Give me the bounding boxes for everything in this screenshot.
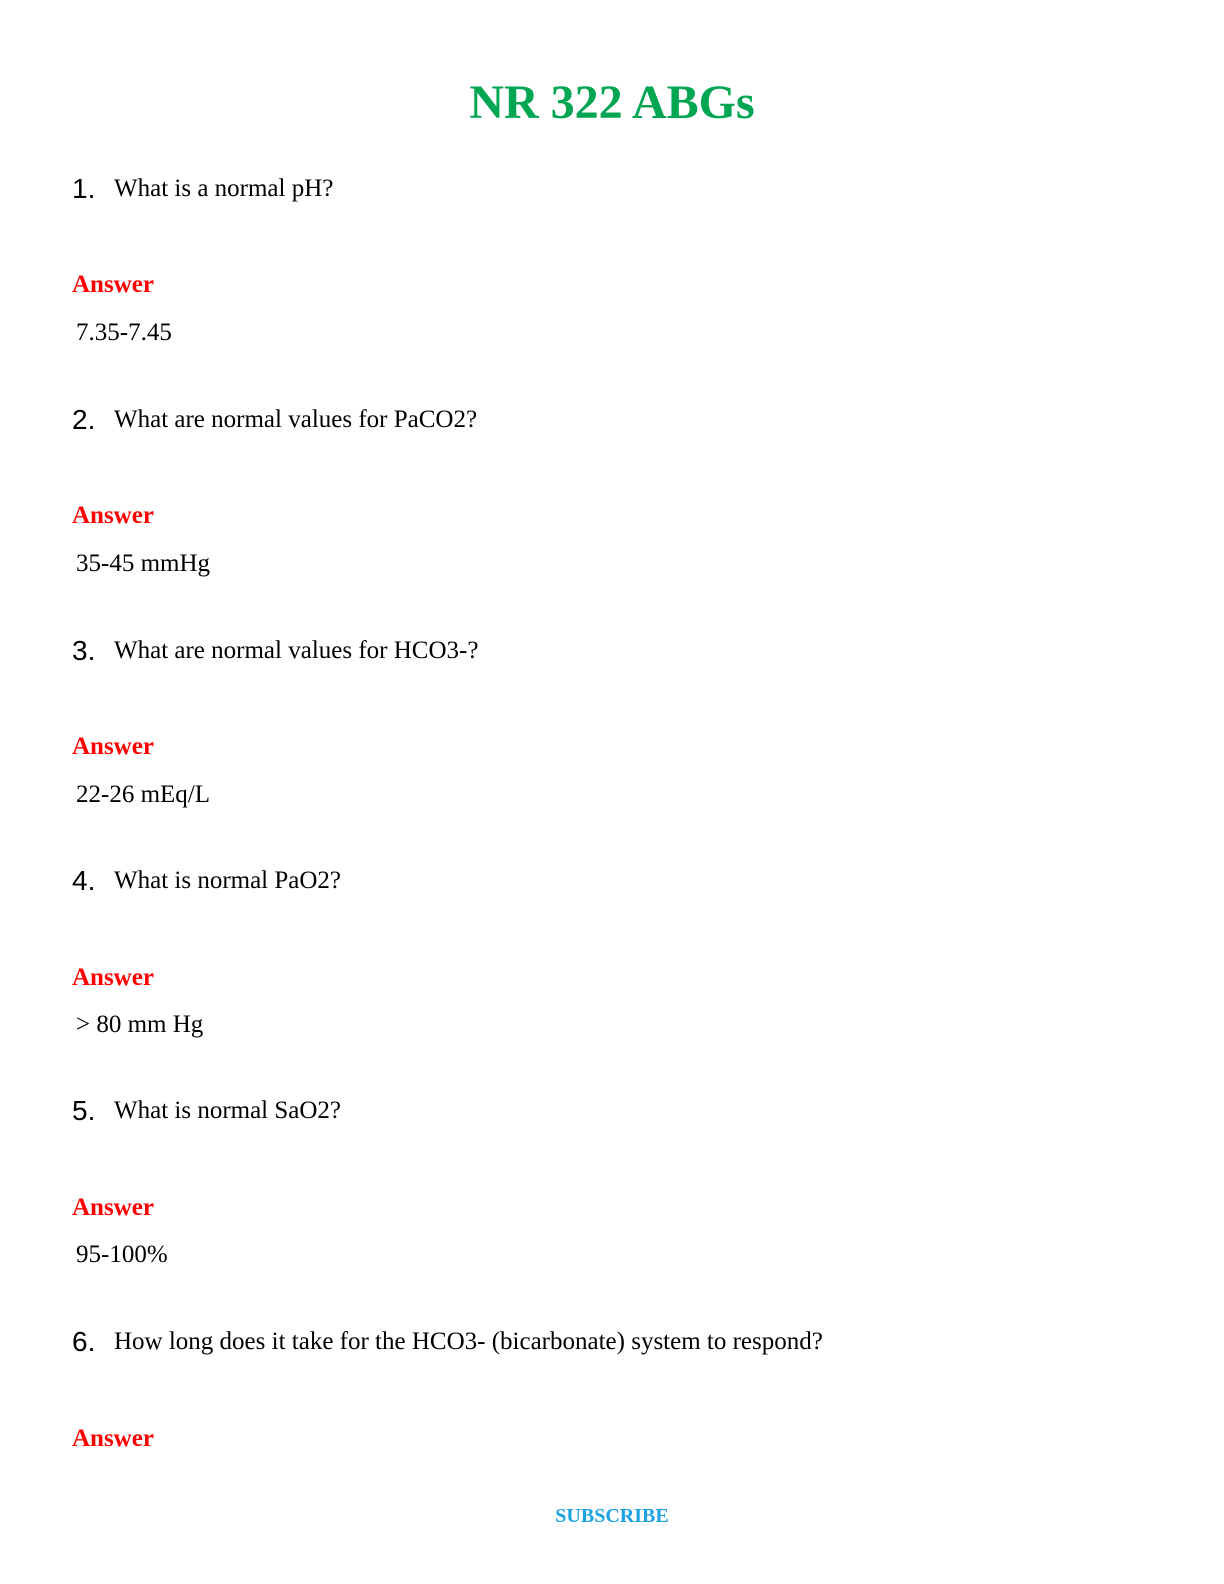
- question-number: 4.: [72, 865, 96, 896]
- question-text: What is normal PaO2?: [114, 867, 342, 894]
- question-text: What are normal values for HCO3-?: [114, 637, 479, 664]
- answer-label: Answer: [72, 964, 154, 991]
- answer-text: 7.35-7.45: [76, 319, 172, 346]
- answer-text: 95-100%: [76, 1241, 168, 1268]
- answer-label: Answer: [72, 1194, 154, 1221]
- page-title: NR 322 ABGs: [469, 76, 755, 129]
- answer-text: 35-45 mmHg: [76, 550, 211, 577]
- answer-text: 22-26 mEq/L: [76, 781, 211, 808]
- question-number: 6.: [72, 1326, 96, 1357]
- question-number: 2.: [72, 404, 96, 435]
- question-text: How long does it take for the HCO3- (bicarbonate) system to respond?: [114, 1328, 823, 1355]
- answer-label: Answer: [72, 733, 154, 760]
- question: [72, 864, 1172, 898]
- question-block: [72, 172, 1172, 346]
- question-block: [72, 634, 1172, 808]
- question: [72, 634, 1172, 668]
- answer-text: > 80 mm Hg: [76, 1011, 204, 1038]
- answer-label: Answer: [72, 1425, 154, 1452]
- question-block: [72, 864, 1172, 1038]
- question: [72, 1325, 1172, 1359]
- question: [72, 1094, 1172, 1128]
- question-block: [72, 1325, 1172, 1452]
- answer-label: Answer: [72, 271, 154, 298]
- question-text: What are normal values for PaCO2?: [114, 406, 478, 433]
- question-text: What is a normal pH?: [114, 175, 334, 202]
- question: [72, 172, 1172, 206]
- answer-label: Answer: [72, 502, 154, 529]
- question-text: What is normal SaO2?: [114, 1097, 342, 1124]
- question: [72, 403, 1172, 437]
- question-number: 5.: [72, 1095, 96, 1126]
- question-block: [72, 1094, 1172, 1268]
- question-block: [72, 403, 1172, 577]
- subscribe-link[interactable]: SUBSCRIBE: [555, 1505, 669, 1527]
- question-number: 1.: [72, 173, 96, 204]
- question-number: 3.: [72, 635, 96, 666]
